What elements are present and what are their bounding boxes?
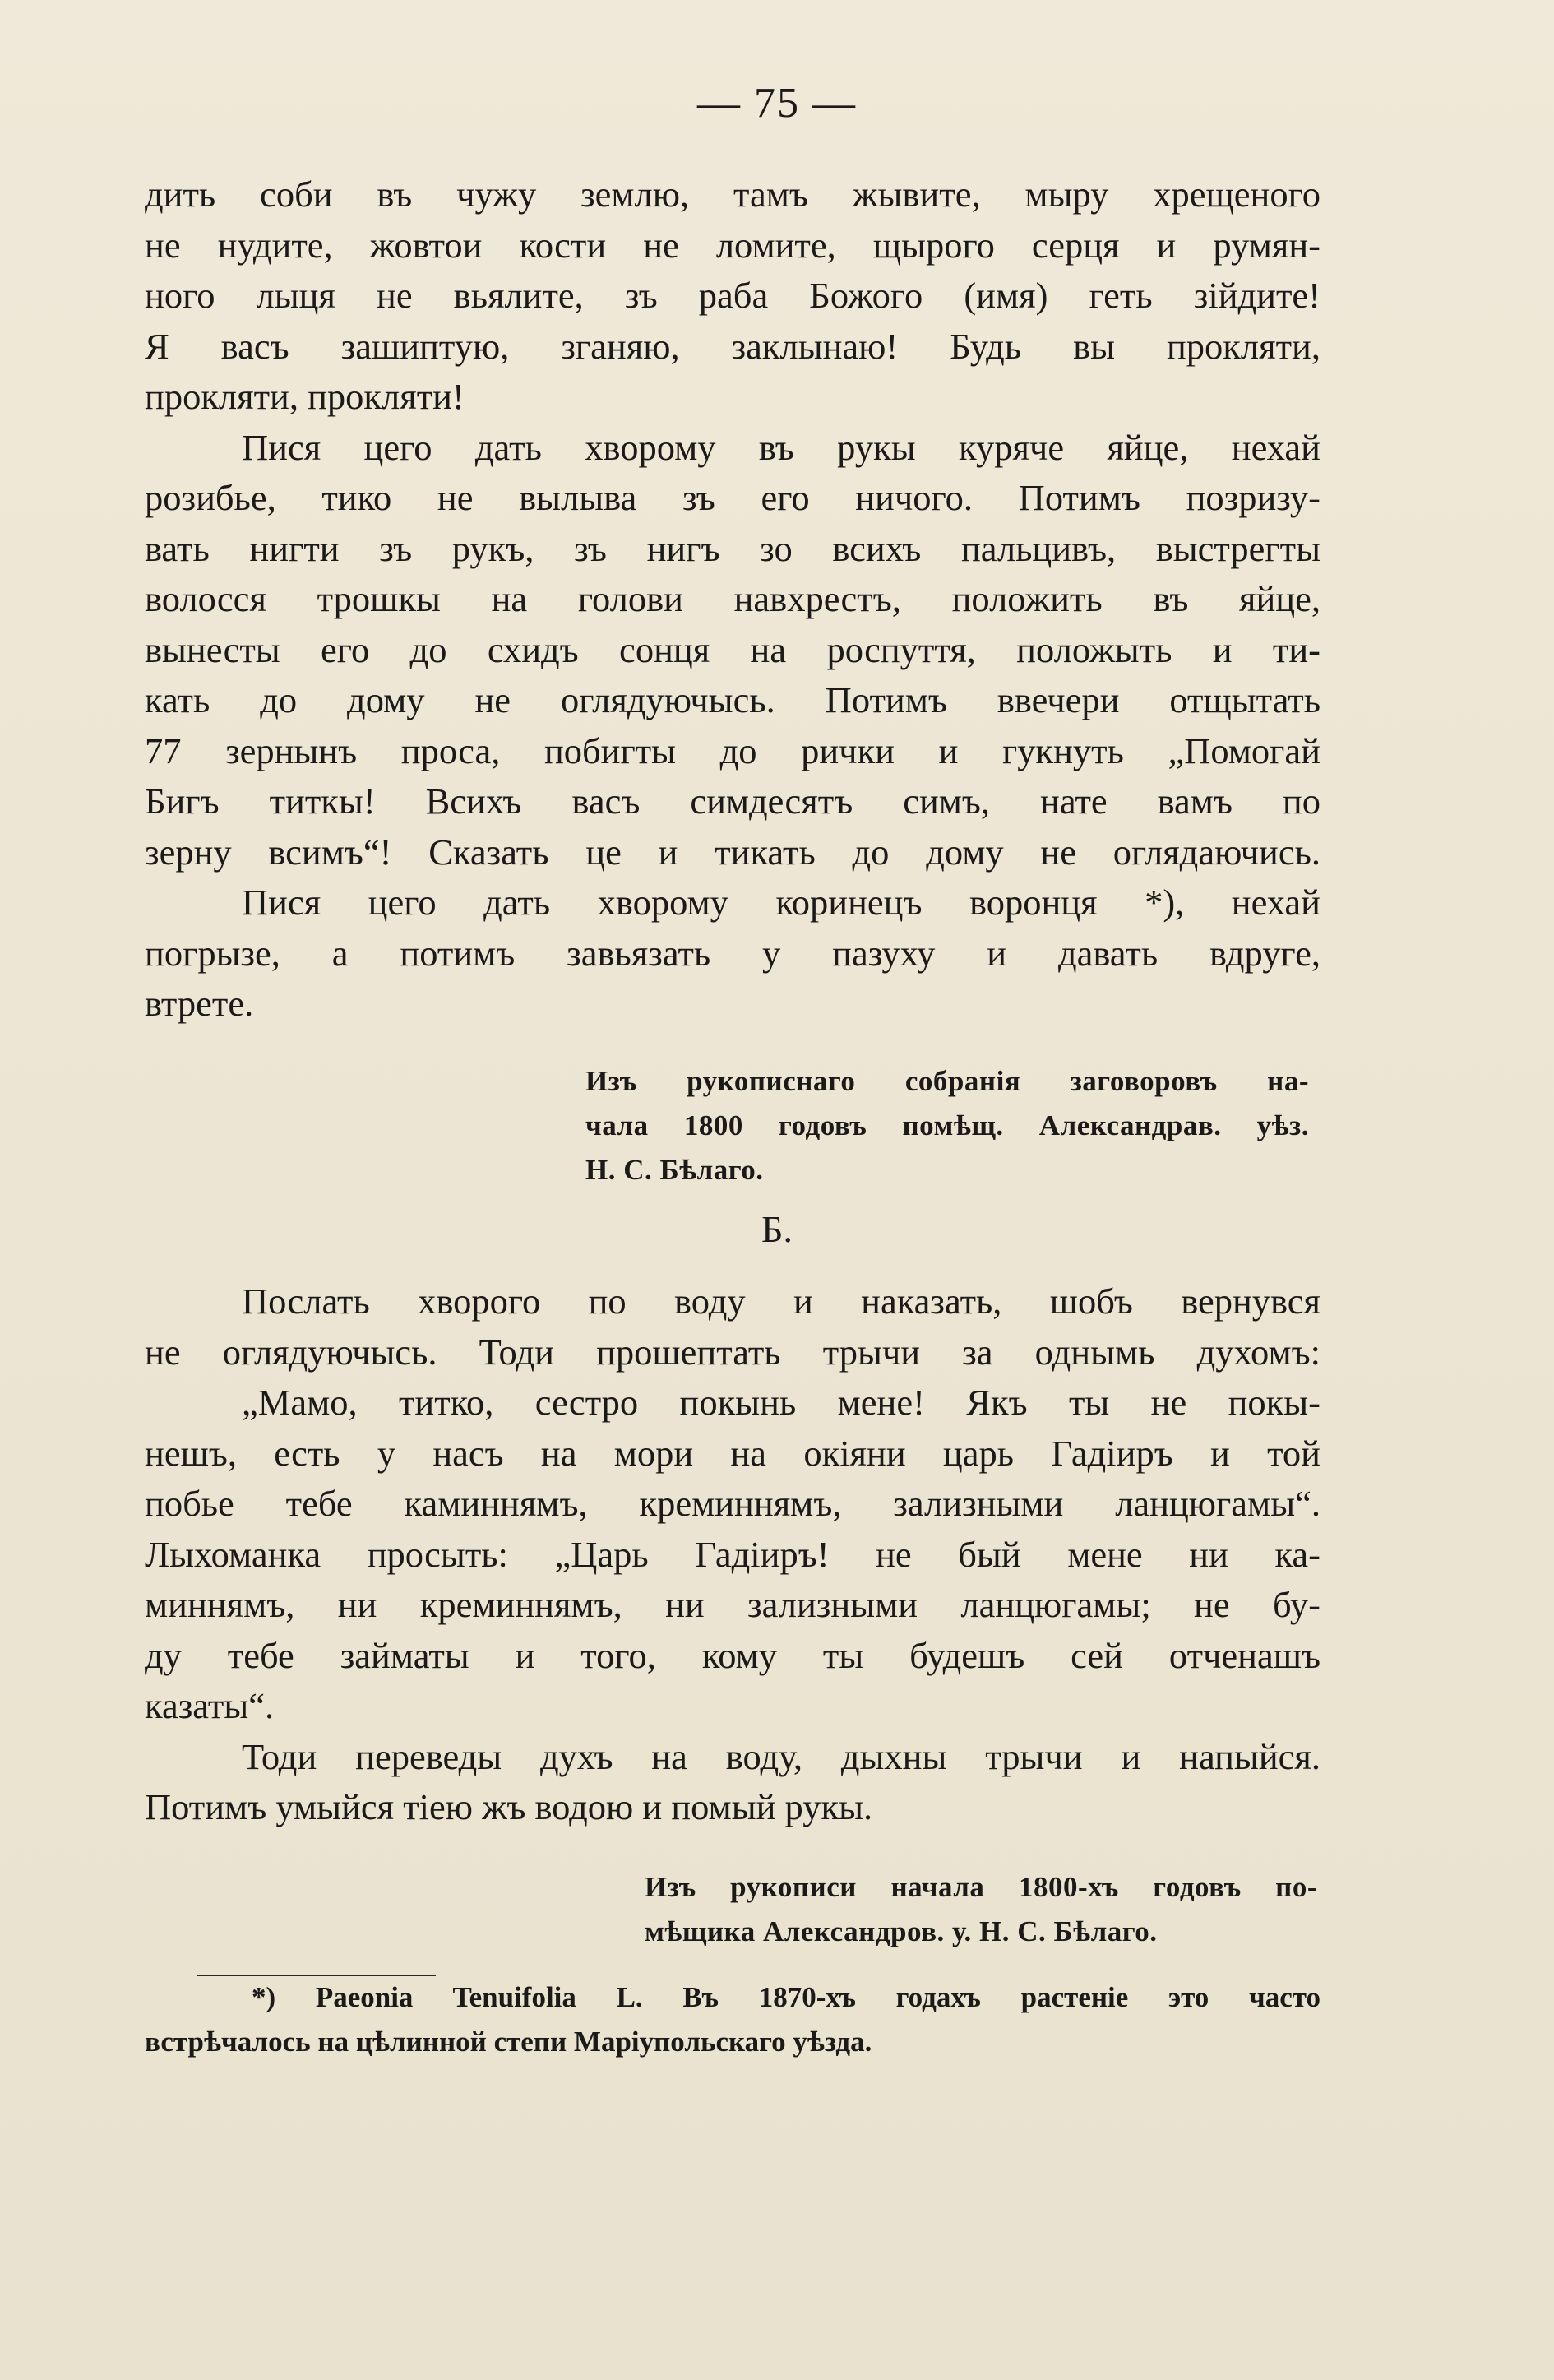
text-line: Лыхоманка просыть: „Царь Гадіиръ! не бый мене ни ка- bbox=[145, 1533, 1320, 1575]
footnote bbox=[145, 1975, 1320, 2064]
text-line: побье тебе каминнямъ, креминнямъ, зализными ланцюгамы“. bbox=[145, 1483, 1320, 1524]
text-line: волосся трошкы на голови навхрестъ, положить въ яйце, bbox=[145, 578, 1320, 619]
text-line: Тоди переведы духъ на воду, дыхны трычи и напыйся. bbox=[242, 1735, 1320, 1777]
footnote-line: *) Paeonia Tenuifolia L. Въ 1870-хъ годахъ растеніе это часто bbox=[252, 1981, 1320, 2013]
text-line: Послать хворого по воду и наказать, шобъ вернувся bbox=[242, 1280, 1320, 1322]
text-line: вать нигти зъ рукъ, зъ нигъ зо всихъ пальцивъ, выстрегты bbox=[145, 527, 1320, 569]
text-line: казаты“. bbox=[145, 1685, 275, 1726]
text-line: не оглядуючысь. Тоди прошептать трычи за однымь духомъ: bbox=[145, 1331, 1320, 1373]
text-line: кать до дому не оглядуючысь. Потимъ ввечери отщытать bbox=[145, 679, 1320, 720]
text-line: ду тебе займаты и того, кому ты будешъ сей отченашъ bbox=[145, 1634, 1320, 1676]
text-line: „Мамо, титко, сестро покынь мене! Якъ ты не покы- bbox=[242, 1382, 1320, 1423]
text-line: зерну всимъ“! Сказать це и тикать до дому не оглядаючись. bbox=[145, 831, 1320, 873]
text-line: розибье, тико не вылыва зъ его ничого. Потимъ позризу- bbox=[145, 477, 1320, 518]
text-line: Потимъ умыйся тіею жъ водою и помый рукы. bbox=[145, 1786, 873, 1827]
text-block-1 bbox=[145, 169, 1320, 1030]
text-line: 77 зернынъ проса, побигты до рички и гукнуть „Помогай bbox=[145, 729, 1320, 771]
text-line: втрете. bbox=[145, 983, 254, 1024]
text-line: дить соби въ чужу землю, тамъ жывите, мыру хрещеного bbox=[145, 174, 1320, 215]
page-number: — 75 — bbox=[697, 80, 857, 127]
source-citation-2 bbox=[645, 1865, 1317, 1954]
text-line: Пися цего дать хворому въ рукы куряче яйце, нехай bbox=[242, 426, 1320, 468]
text-line: погрызе, а потимъ завьязать у пазуху и давать вдруге, bbox=[145, 932, 1320, 974]
text-line: прокляти, прокляти! bbox=[145, 376, 465, 417]
citation-line: Изъ рукописнаго собранія заговоровъ на- bbox=[585, 1065, 1309, 1097]
citation-line: чала 1800 годовъ помѣщ. Александрав. уѣз. bbox=[585, 1109, 1309, 1141]
footnote-line: встрѣчалось на цѣлинной степи Маріупольскаго уѣзда. bbox=[145, 2026, 872, 2058]
citation-line: мѣщика Александров. у. Н. С. Бѣлаго. bbox=[645, 1915, 1158, 1947]
text-line: не нудите, жовтои кости не ломите, щырого серця и румян- bbox=[145, 224, 1320, 266]
text-line: вынесты его до схидъ сонця на роспуття, положыть и ти- bbox=[145, 628, 1320, 670]
section-heading: Б. bbox=[761, 1208, 793, 1250]
text-line: нешъ, есть у насъ на мори на окіяни царь Гадіиръ и той bbox=[145, 1432, 1320, 1474]
text-line: Пися цего дать хворому коринецъ воронця *), нехай bbox=[242, 882, 1320, 923]
citation-line: Н. С. Бѣлаго. bbox=[585, 1154, 764, 1186]
text-block-2 bbox=[145, 1276, 1320, 1833]
text-line: ного лыця не вьялите, зъ раба Божого (имя) геть зійдите! bbox=[145, 275, 1320, 316]
text-line: миннямъ, ни креминнямъ, ни зализными ланцюгамы; не бу- bbox=[145, 1584, 1320, 1625]
citation-line: Изъ рукописи начала 1800-хъ годовъ по- bbox=[645, 1871, 1317, 1903]
text-line: Бигъ титкы! Всихъ васъ симдесятъ симъ, нате вамъ по bbox=[145, 780, 1320, 822]
source-citation-1 bbox=[585, 1059, 1309, 1192]
text-line: Я васъ зашиптую, зганяю, заклынаю! Будь вы прокляти, bbox=[145, 325, 1320, 367]
